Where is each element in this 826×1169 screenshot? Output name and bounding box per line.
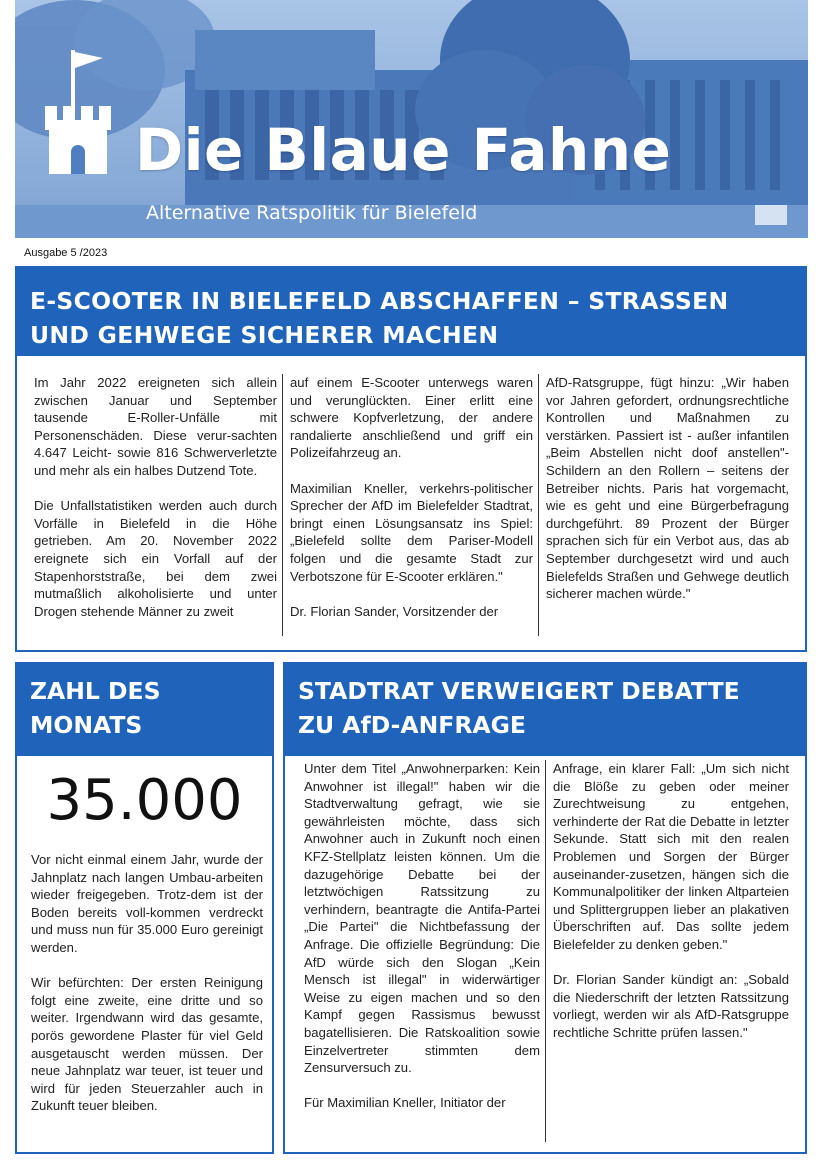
paragraph: Vor nicht einmal einem Jahr, wurde der Jahnplatz nach langen Umbau-arbeiten wieder freigegeben. Trotz-dem ist der Boden bereits voll-kommen verdreckt und muss nun für 35.000 Euro gereinigt werden. bbox=[31, 852, 263, 955]
number-of-the-month-box bbox=[15, 662, 274, 1154]
paragraph: Anfrage, ein klarer Fall: „Um sich nicht die Blöße zu geben oder meiner Zurechtweisung zu entgehen, verhinderte der Rat die Debatte in letzter Sekunde. Statt sich mit den realen Problemen und Sorgen der Bürger auseinander-zusetzen, hängen sich die Kommunalpolitiker der linken Altparteien und Splittergruppen lieber an plakativen Überschriften auf. Das sollte jedem Bielefelder zu denken geben." bbox=[553, 761, 789, 952]
headline-line-2: ZU AfD-ANFRAGE bbox=[298, 711, 526, 739]
column-divider bbox=[538, 374, 539, 636]
paragraph: Dr. Florian Sander, Vorsitzender der bbox=[290, 603, 499, 619]
paragraph: Unter dem Titel „Anwohnerparken: Kein Anwohner ist illegal!" haben wir die Stadtverwaltung gefragt, wie sie gewährleisten möchte, dass sich Anwohner auch in Zukunft noch einen KFZ-Stellplatz leisten können. Um die dazugehörige Debatte bei der letztwöchigen Ratssitzung zu verhindern, beantragte die Antifa-Partei „Die Partei" die Nichtbefassung der Anfrage. Die offizielle Begründung: Die AfD würde sich den Slogan „Kein Mensch ist illegal" in widerwärtiger Weise zu eigen machen und so den Kampf gegen Rassismus bewusst bagatellisieren. Die Ratskoalition sowie Einzelvertreter stimmten dem Zensurversuch zu. bbox=[304, 761, 540, 1076]
headline-line-1: STADTRAT VERWEIGERT DEBATTE bbox=[298, 677, 740, 705]
paragraph: Dr. Florian Sander kündigt an: „Sobald die Niederschrift der letzten Ratssitzung vorliegt, werden wir als AfD-Ratsgruppe rechtliche Schritte prüfen lassen." bbox=[553, 972, 789, 1040]
headline-line-2: MONATS bbox=[30, 711, 143, 739]
castle-tower-flag-icon bbox=[41, 48, 133, 178]
article-e-scooter-column-3 bbox=[546, 374, 789, 603]
number-of-the-month-headline bbox=[17, 664, 272, 756]
masthead-subtitle: Alternative Ratspolitik für Bielefeld bbox=[146, 202, 478, 224]
article-e-scooter bbox=[15, 266, 807, 652]
article-stadtrat-column-2 bbox=[553, 760, 789, 1042]
column-divider bbox=[545, 760, 546, 1142]
headline-line-2: UND GEHWEGE SICHERER MACHEN bbox=[30, 321, 499, 349]
article-stadtrat bbox=[283, 662, 807, 1154]
featured-number: 35.000 bbox=[46, 768, 243, 833]
article-e-scooter-headline bbox=[17, 268, 805, 356]
paragraph: Für Maximilian Kneller, Initiator der bbox=[304, 1095, 506, 1111]
number-of-the-month-text bbox=[31, 851, 263, 1115]
paragraph: auf einem E-Scooter unterwegs waren und verunglückten. Einer erlitt eine schwere Kopfverletzung, der andere randalierte anschließend und griff ein Polizeifahrzeug an. bbox=[290, 375, 533, 461]
paragraph: Wir befürchten: Der ersten Reinigung folgt eine zweite, eine dritte und so weiter. Irgendwann wird das gesamte, porös gewordene Plaster für viel Geld ausgetauscht werden müssen. Der neue Jahnplatz war teuer, ist teuer und wird für jeden Steuerzahler auch in Zukunft teuer bleiben. bbox=[31, 975, 263, 1114]
paragraph: Die Unfallstatistiken werden auch durch Vorfälle in Bielefeld in die Höhe getrieben. Am 20. November 2022 ereignete sich ein Vorfall auf der Stapenhorststraße, bei dem zwei mutmaßlich alkoholisierte und unter Drogen stehende Männer zu zweit bbox=[34, 498, 277, 619]
masthead-title: Die Blaue Fahne bbox=[135, 116, 672, 184]
headline-line-1: ZAHL DES bbox=[30, 677, 161, 705]
issue-number: Ausgabe 5 /2023 bbox=[24, 247, 108, 259]
paragraph: AfD-Ratsgruppe, fügt hinzu: „Wir haben vor Jahren gefordert, ordnungsrechtliche Kontrollen und Maßnahmen zu verstärken. Passiert ist - außer infantilen „Beim Abstellen nicht doof anstellen"-Schildern an den Rollern – seitens der Betreiber nichts. Paris hat vorgemacht, wie es geht und eine Bürgerbefragung durchgeführt. 89 Prozent der Bürger sprachen sich für ein Verbot aus, das ab September durchgesetzt wird und auch Bielefelds Straßen und Gehwege deutlich sicherer machen würde." bbox=[546, 375, 789, 602]
article-stadtrat-column-1 bbox=[304, 760, 540, 1112]
column-divider bbox=[282, 374, 283, 636]
article-stadtrat-headline bbox=[285, 664, 805, 756]
paragraph: Im Jahr 2022 ereigneten sich allein zwischen Januar und September tausende E-Roller-Unfälle mit Personenschäden. Diese verur-sachten 4.647 Leicht- sowie 816 Schwerverletzte und mehr als ein halbes Dutzend Tote. bbox=[34, 375, 277, 478]
masthead-banner bbox=[15, 0, 808, 238]
headline-line-1: E-SCOOTER IN BIELEFELD ABSCHAFFEN – STRASSEN bbox=[30, 287, 729, 315]
article-e-scooter-column-2 bbox=[290, 374, 533, 620]
article-e-scooter-column-1 bbox=[34, 374, 277, 620]
paragraph: Maximilian Kneller, verkehrs-politischer Sprecher der AfD im Bielefelder Stadtrat, bringt einen Lösungsansatz ins Spiel: „Bielefeld sollte dem Pariser-Modell folgen und die gesamte Stadt zur Verbotszone für E-Scooter erklären." bbox=[290, 480, 533, 584]
